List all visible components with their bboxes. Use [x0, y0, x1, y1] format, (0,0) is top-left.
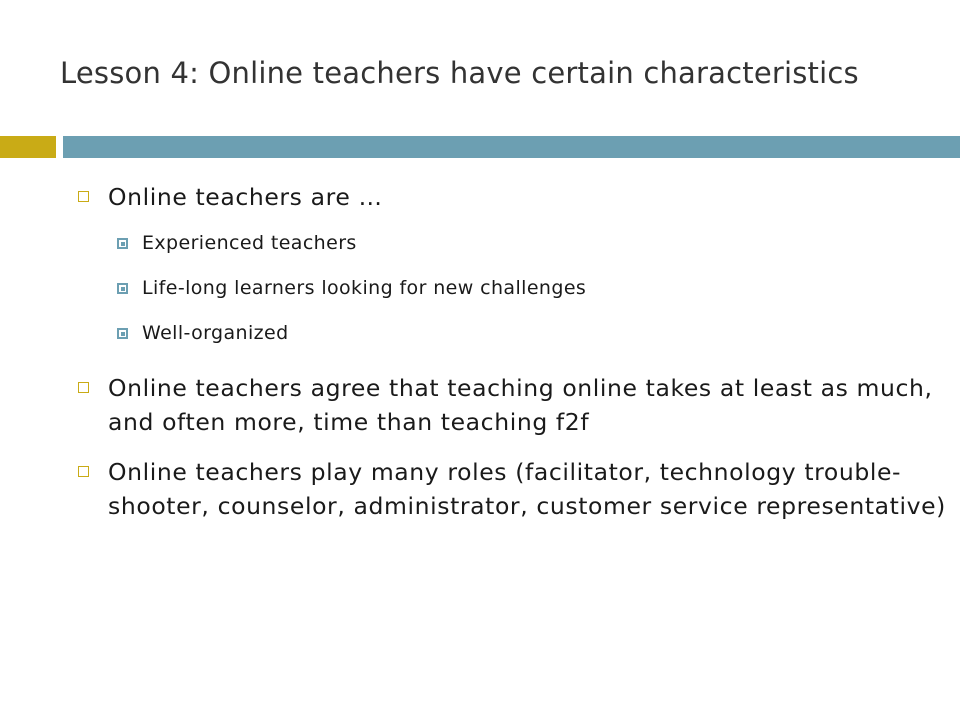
hollow-square-icon	[78, 382, 89, 393]
bullet-text: Online teachers are …	[108, 183, 383, 211]
bullet-item	[78, 455, 948, 523]
bullet-item	[78, 180, 948, 214]
bullet-text: Online teachers play many roles (facilitator, technology trouble-shooter, counselor, administrator, customer service representative)	[108, 458, 946, 520]
bullet-item	[78, 371, 948, 439]
sub-bullet-text: Well-organized	[142, 322, 289, 344]
bullet-text: Online teachers agree that teaching online takes at least as much, and often more, time than teaching f2f	[108, 374, 933, 436]
slide-title: Lesson 4: Online teachers have certain characteristics	[60, 56, 859, 90]
hollow-square-icon	[78, 466, 89, 477]
sub-bullet-text: Life-long learners looking for new challenges	[142, 277, 587, 299]
sub-bullet-item	[78, 275, 948, 302]
slide-content	[78, 180, 948, 523]
filled-square-icon	[117, 328, 128, 339]
accent-bar-blue	[63, 136, 960, 158]
sub-bullet-text: Experienced teachers	[142, 232, 357, 254]
filled-square-icon	[117, 238, 128, 249]
sub-bullet-item	[78, 230, 948, 257]
sub-bullet-item	[78, 320, 948, 347]
hollow-square-icon	[78, 191, 89, 202]
accent-bar-gold	[0, 136, 56, 158]
filled-square-icon	[117, 283, 128, 294]
